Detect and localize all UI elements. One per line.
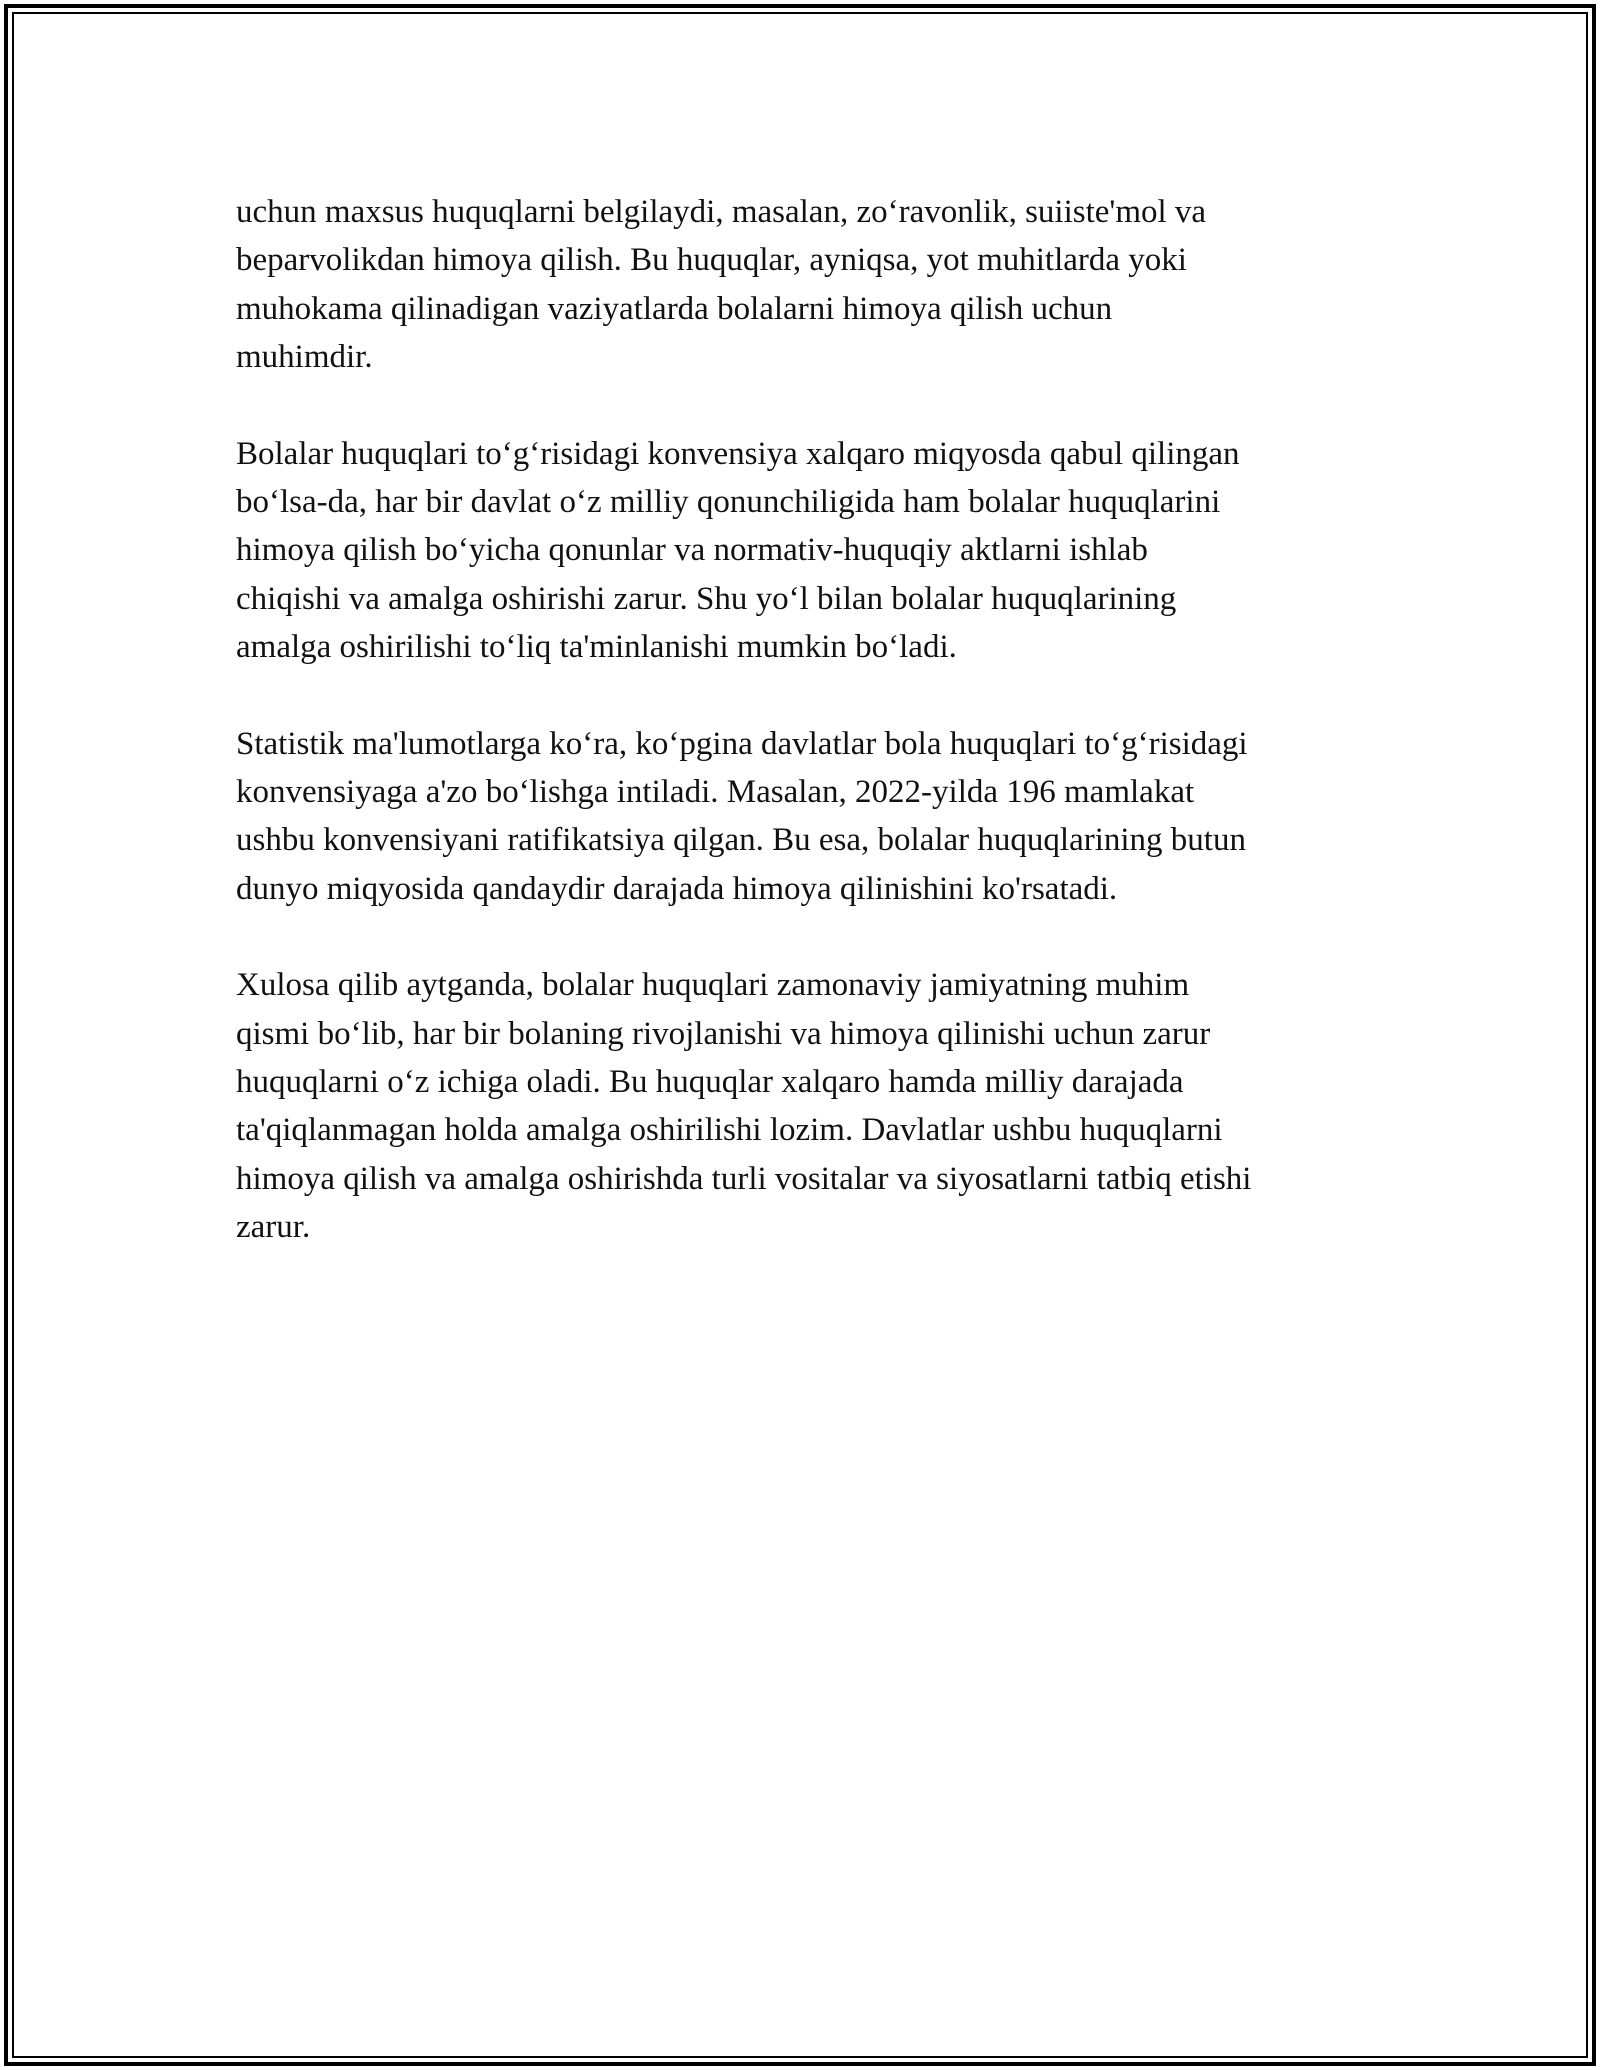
paragraph-2: Bolalar huquqlari to‘g‘risidagi konvensiya xalqaro miqyosda qabul qilingan bo‘lsa-da, har bir davlat o‘z milliy qonunchiligida ham bolalar huquqlarini himoya qilish bo‘yicha qonunlar va normativ-huquqiy aktlarni ishlab chiqishi va amalga oshirishi zarur. Shu yo‘l bilan bolalar huquqlarining amalga oshirilishi to‘liq ta'minlanishi mumkin bo‘ladi. <box>236 435 1240 665</box>
document-body <box>236 188 1364 1300</box>
paragraph-4: Xulosa qilib aytganda, bolalar huquqlari zamonaviy jamiyatning muhim qismi bo‘lib, har bir bolaning rivojlanishi va himoya qilinishi uchun zarur huquqlarni o‘z ichiga oladi. Bu huquqlar xalqaro hamda milliy darajada ta'qiqlanmagan holda amalga oshirilishi lozim. Davlatlar ushbu huquqlarni himoya qilish va amalga oshirishda turli vositalar va siyosatlarni tatbiq etishi zarur. <box>236 967 1252 1245</box>
paragraph-3: Statistik ma'lumotlarga ko‘ra, ko‘pgina davlatlar bola huquqlari to‘g‘risidagi konvensiyaga a'zo bo‘lishga intiladi. Masalan, 2022-yilda 196 mamlakat ushbu konvensiyani ratifikatsiya qilgan. Bu esa, bolalar huquqlarining butun dunyo miqyosida qandaydir darajada himoya qilinishini ko'rsatadi. <box>236 725 1248 907</box>
paragraph-1: uchun maxsus huquqlarni belgilaydi, masalan, zo‘ravonlik, suiiste'mol va beparvolikdan himoya qilish. Bu huquqlar, ayniqsa, yot muhitlarda yoki muhokama qilinadigan vaziyatlarda bolalarni himoya qilish uchun muhimdir. <box>236 194 1207 375</box>
